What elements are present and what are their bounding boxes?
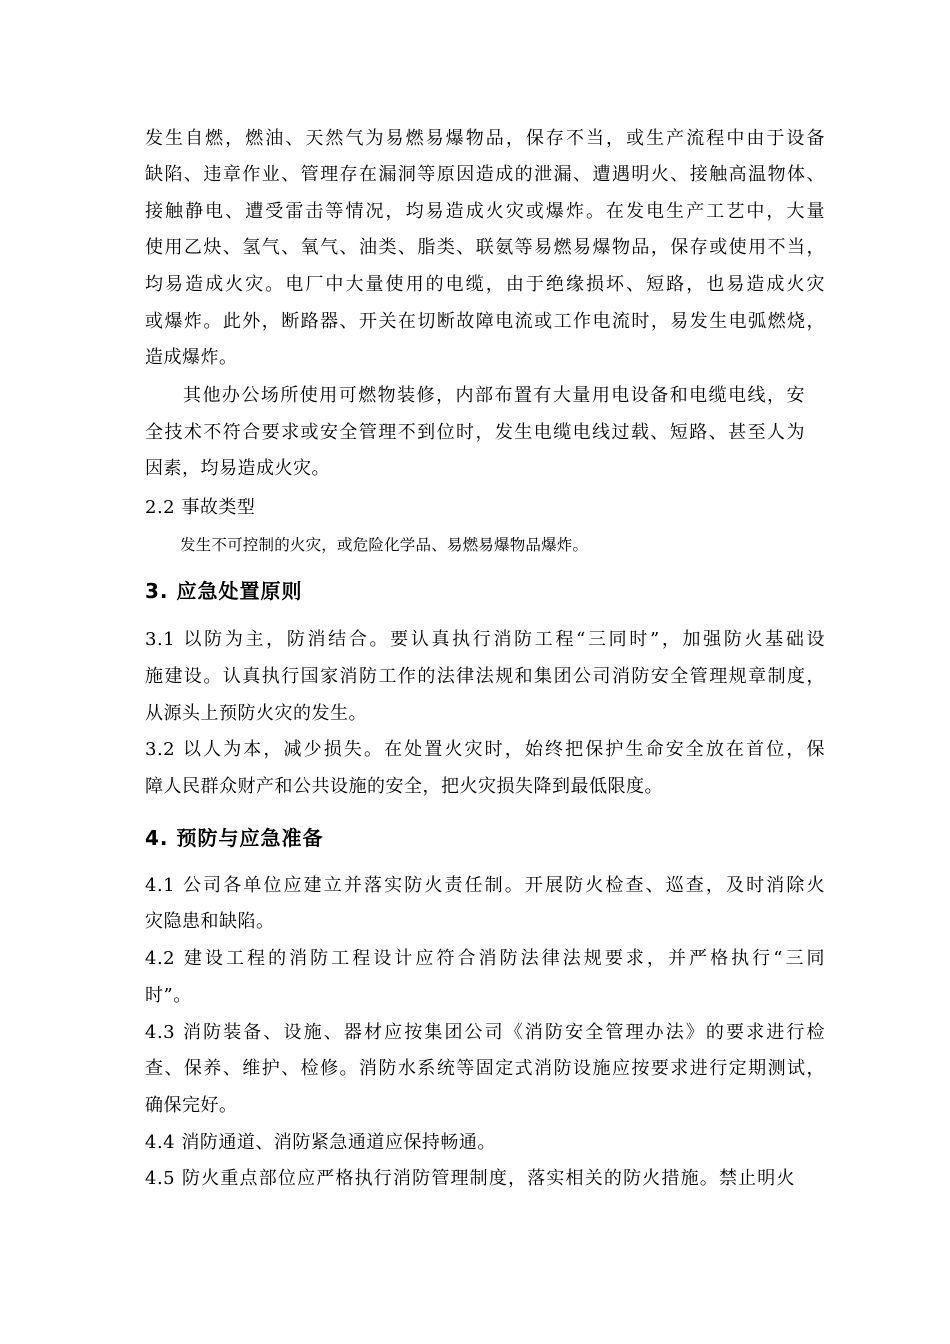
paragraph-line: 4.1 公司各单位应建立并落实防火责任制。开展防火检查、巡查，及时消除火 bbox=[145, 875, 825, 896]
paragraph-line: 施建设。认真执行国家消防工作的法律法规和集团公司消防安全管理规章制度， bbox=[145, 666, 825, 687]
paragraph-line: 4.4 消防通道、消防紧急通道应保持畅通。 bbox=[145, 1132, 496, 1153]
paragraph-line: 3.1 以防为主，防消结合。要认真执行消防工程“三同时”，加强防火基础设 bbox=[145, 629, 825, 650]
paragraph-line: 发生自燃，燃油、天然气为易燃易爆物品，保存不当，或生产流程中由于设备 bbox=[145, 128, 825, 149]
paragraph-line: 接触静电、遭受雷击等情况，均易造成火灾或爆炸。在发电生产工艺中，大量 bbox=[145, 201, 825, 222]
paragraph-line: 4.5 防火重点部位应严格执行消防管理制度，落实相关的防火措施。禁止明火 bbox=[145, 1168, 795, 1189]
paragraph-line: 3.2 以人为本，减少损失。在处置火灾时，始终把保护生命安全放在首位，保 bbox=[145, 739, 825, 760]
paragraph-line: 时”。 bbox=[145, 985, 192, 1006]
paragraph-line: 使用乙炔、氢气、氧气、油类、脂类、联氨等易燃易爆物品，保存或使用不当， bbox=[145, 237, 825, 258]
paragraph-line: 缺陷、违章作业、管理存在漏洞等原因造成的泄漏、遭遇明火、接触高温物体、 bbox=[145, 164, 825, 185]
paragraph-line: 障人民群众财产和公共设施的安全，把火灾损失降到最低限度。 bbox=[145, 776, 663, 797]
section-2-2-title: 2.2 事故类型 bbox=[145, 497, 256, 518]
section-2-2-text: 发生不可控制的火灾，或危险化学品、易燃易爆物品爆炸。 bbox=[180, 536, 589, 554]
paragraph-line: 因素，均易造成火灾。 bbox=[145, 458, 330, 479]
paragraph-line: 其他办公场所使用可燃物装修，内部布置有大量用电设备和电缆电线，安 bbox=[183, 385, 805, 406]
paragraph-line: 全技术不符合要求或安全管理不到位时，发生电缆电线过载、短路、甚至人为 bbox=[145, 422, 805, 443]
paragraph-line: 均易造成火灾。电厂中大量使用的电缆，由于绝缘损坏、短路，也易造成火灾 bbox=[145, 274, 825, 295]
paragraph-line: 造成爆炸。 bbox=[145, 347, 238, 368]
paragraph-line: 或爆炸。此外，断路器、开关在切断故障电流或工作电流时，易发生电弧燃烧， bbox=[145, 311, 825, 332]
paragraph-line: 从源头上预防火灾的发生。 bbox=[145, 703, 367, 724]
section-4-heading: 4. 预防与应急准备 bbox=[145, 826, 324, 850]
paragraph-line: 4.3 消防装备、设施、器材应按集团公司《消防安全管理办法》的要求进行检 bbox=[145, 1022, 825, 1043]
section-3-heading: 3. 应急处置原则 bbox=[145, 579, 303, 603]
paragraph-line: 确保完好。 bbox=[145, 1095, 238, 1116]
paragraph-line: 4.2 建设工程的消防工程设计应符合消防法律法规要求，并严格执行“三同 bbox=[145, 948, 825, 969]
paragraph-line: 灾隐患和缺陷。 bbox=[145, 911, 275, 932]
paragraph-line: 查、保养、维护、检修。消防水系统等固定式消防设施应按要求进行定期测试， bbox=[145, 1058, 825, 1079]
